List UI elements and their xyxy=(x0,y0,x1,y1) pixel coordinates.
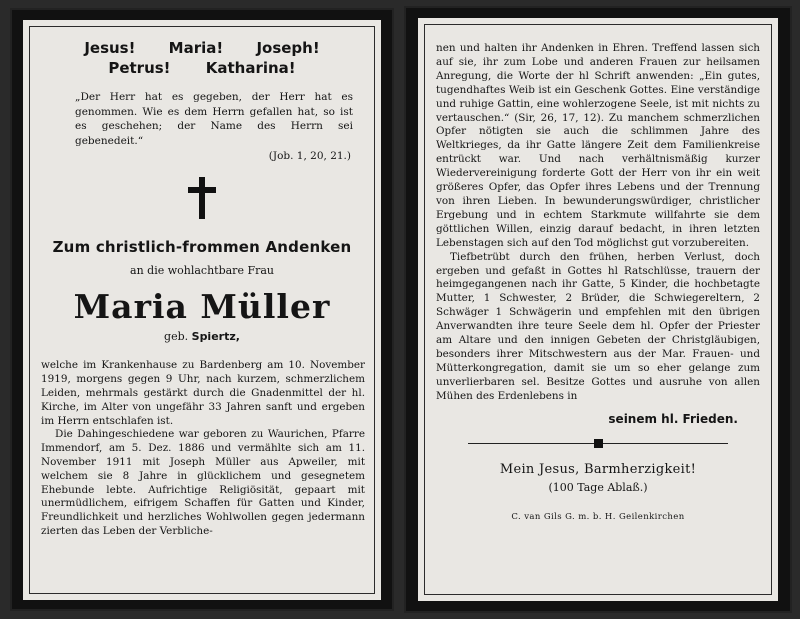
invocation-line-2: Petrus! Katharina! xyxy=(108,59,296,77)
memorial-heading: Zum christlich-frommen Andenken xyxy=(52,238,352,257)
printer-imprint: C. van Gils G. m. b. H. Geilenkirchen xyxy=(511,511,685,522)
divider-square-icon xyxy=(594,439,603,448)
maiden-name-line xyxy=(33,330,371,343)
closing-line: seinem hl. Frieden. xyxy=(608,411,738,426)
left-content xyxy=(33,30,371,590)
memorial-subheading: an die wohlachtbare Frau xyxy=(130,264,274,278)
maiden-name: Spiertz, xyxy=(191,330,240,344)
bible-quote: „Der Herr hat es gegeben, der Herr hat es genommen. Wie es dem Herrn gefallen hat, so ist es geschehen; der Name des Herrn sei gebenedeit.“ xyxy=(75,91,353,147)
indulgence-line: (100 Tage Ablaß.) xyxy=(548,480,648,494)
right-panel xyxy=(404,6,792,613)
deceased-name: Maria Müller xyxy=(73,287,331,327)
memorial-text xyxy=(436,42,760,404)
right-page xyxy=(418,18,778,601)
quote-reference: (Job. 1, 20, 21.) xyxy=(268,150,351,163)
biography-paragraph-1: welche im Krankenhause zu Bardenberg am 10. November 1919, morgens gegen 9 Uhr, nach kurzem, schmerzlichem Leiden, mehrmals gestärkt durch die Gnadenmittel der hl. Kirche, im Alter von ungefähr 33 Jahren sanft und ergeben im Herrn entschlafen ist. xyxy=(41,359,365,427)
memorial-paragraph-2: Tiefbetrübt durch den frühen, herben Verlust, doch ergeben und gefaßt in Gottes hl Ratschlüsse, trauern der heimgegangenen nach ihr Gatte, 5 Kinder, die hochbetagte Mutter, 1 Schwester, 2 Brüder, die Schwiegereltern, 2 Schwäger 1 Schwägerin und empfehlen mit den übrigen Anverwandten ihre teure Seele dem hl. Opfer der Priester am Altare und den innigen Gebeten der Christgläubigen, besonders ihrer Mitschwestern aus der Mar. Frauen- und Mütterkongregation, damit sie um so eher gelange zum unverlierbaren sel. Besitze Gottes und ausruhe von allen Mühen des Erdenlebens in xyxy=(436,250,760,402)
right-content xyxy=(428,28,768,591)
memorial-paragraph-1: nen und halten ihr Andenken in Ehren. Treffend lassen sich auf sie, ihr zum Lobe und anderen Frauen zur heilsamen Anregung, die Worte der hl Schrift anwenden: „Ein gutes, tugendhaftes Weib ist ein Geschenk Gottes. Eine verständige und ruhige Gattin, eine wohlerzogene Seele, ist mit nichts zu vertauschen.“ (Sir, 26, 17, 12). Zu manchem schmerzlichen Opfer nötigten sie auch die schlimmen Jahre des Weltkrieges, da ihr Gatte längere Zeit dem Familienkreise entrückt war. Und nach verhältnismäßig kurzer Wiedervereinigung forderte Gott der Herr von ihr ein weit größeres Opfer, das Opfer ihres Lebens und der Trennung von ihren Lieben. In bewunderungswürdiger, christlicher Ergebung und in echtem Starkmute willfahrte sie dem göttlichen Willen, einzig darauf bedacht, in ihren letzten Lebenstagen sich auf den Tod möglichst gut vorzubereiten. xyxy=(436,42,760,249)
left-page xyxy=(23,20,381,600)
invocation-line-1: Jesus! Maria! Joseph! xyxy=(84,39,320,57)
divider xyxy=(428,438,768,450)
prayer-line: Mein Jesus, Barmherzigkeit! xyxy=(499,461,697,477)
biography-paragraph-2: Die Dahingeschiedene war geboren zu Waurichen, Pfarre Immendorf, am 5. Dez. 1886 und vermählte sich am 11. November 1911 mit Joseph Müller aus Apweiler, mit welchem sie 8 Jahre in glücklichem und gesegnetem Ehebunde lebte. Aufrichtige Religiösität, gepaart mit unermüdlichem, eifrigem Schaffen für Gatten und Kinder, Freundlichkeit und herzliches Wohlwollen gegen jedermann zierten das Leben der Verbliche- xyxy=(41,428,365,537)
invocation xyxy=(33,38,371,78)
geb-prefix: geb. xyxy=(164,330,189,344)
left-panel xyxy=(10,8,394,611)
cross-icon xyxy=(186,176,218,220)
biography xyxy=(41,359,365,538)
